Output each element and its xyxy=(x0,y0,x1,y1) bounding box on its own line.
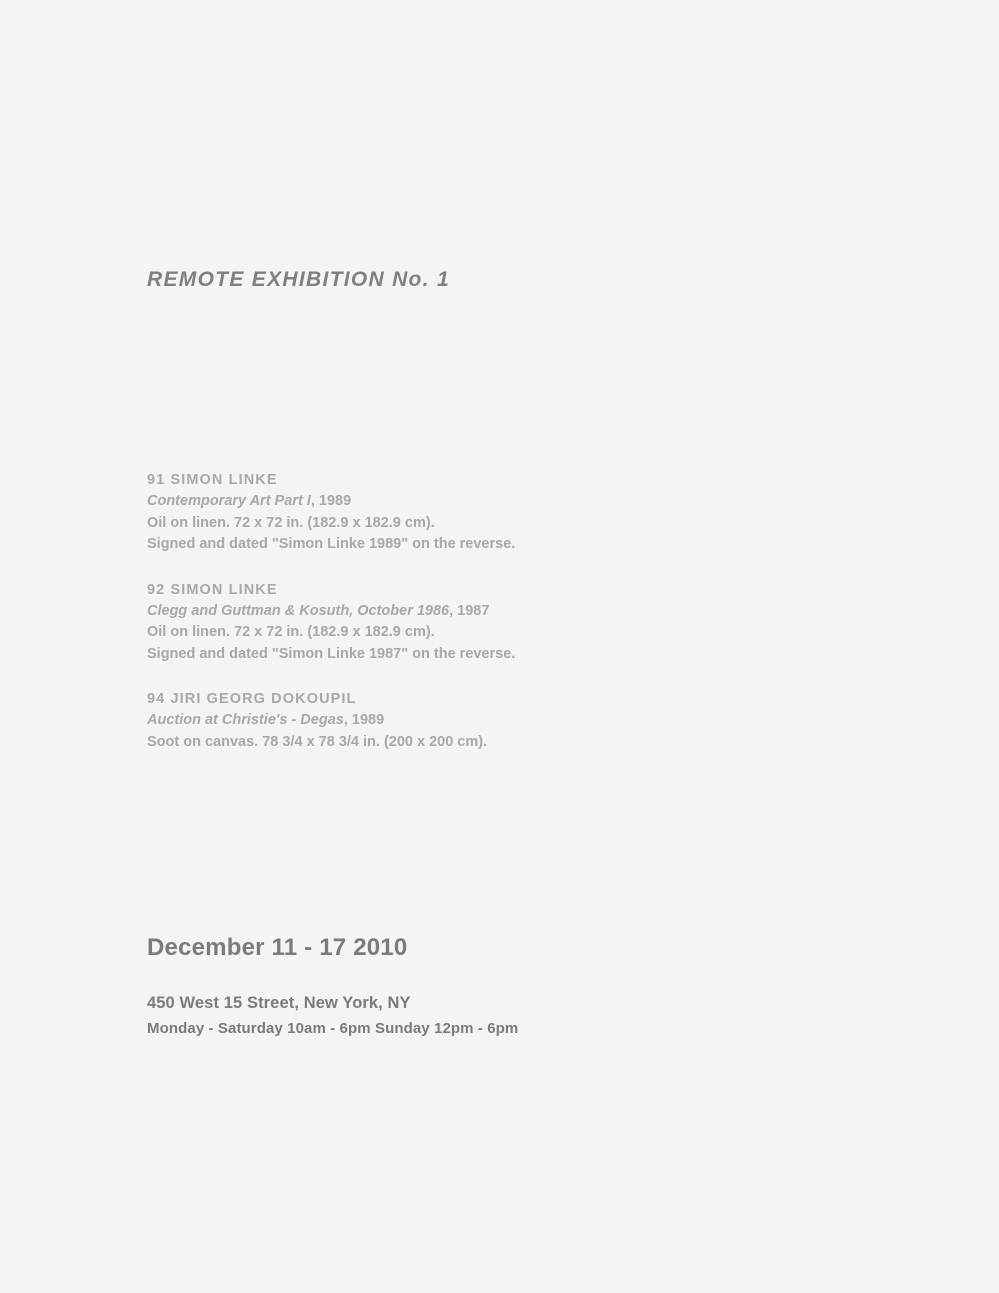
work-title-line xyxy=(147,710,847,732)
work-year: , 1989 xyxy=(310,493,352,509)
work-heading: 92 SIMON LINKE xyxy=(147,581,278,598)
works-list xyxy=(147,470,847,753)
work-title: Contemporary Art Part I xyxy=(147,493,311,509)
work-medium: Oil on linen. 72 x 72 in. (182.9 x 182.9 cm). xyxy=(147,624,435,640)
work-medium: Oil on linen. 72 x 72 in. (182.9 x 182.9 cm). xyxy=(147,514,435,531)
work-title-line xyxy=(147,601,847,623)
work-year: , 1987 xyxy=(449,602,490,619)
work-inscription: Signed and dated "Simon Linke 1987" on the reverse. xyxy=(147,645,516,662)
work-title: Clegg and Guttman & Kosuth, October 1986 xyxy=(147,602,450,619)
list-item xyxy=(147,470,847,556)
venue-address: 450 West 15 Street, New York, NY xyxy=(147,994,411,1012)
work-heading: 94 JIRI GEORG DOKOUPIL xyxy=(147,691,357,707)
exhibition-dates: December 11 - 17 2010 xyxy=(147,934,408,961)
work-inscription: Signed and dated "Simon Linke 1989" on the reverse. xyxy=(147,536,516,552)
list-item xyxy=(147,580,847,666)
work-title-line xyxy=(147,491,847,513)
work-title: Auction at Christie's - Degas xyxy=(147,712,344,728)
work-year: , 1989 xyxy=(343,712,385,728)
work-medium: Soot on canvas. 78 3/4 x 78 3/4 in. (200 x 200 cm). xyxy=(147,733,488,750)
work-heading: 91 SIMON LINKE xyxy=(147,472,278,488)
list-item xyxy=(147,689,847,753)
opening-hours: Monday - Saturday 10am - 6pm Sunday 12pm - 6pm xyxy=(147,1020,519,1037)
page-title: REMOTE EXHIBITION No. 1 xyxy=(147,268,450,291)
